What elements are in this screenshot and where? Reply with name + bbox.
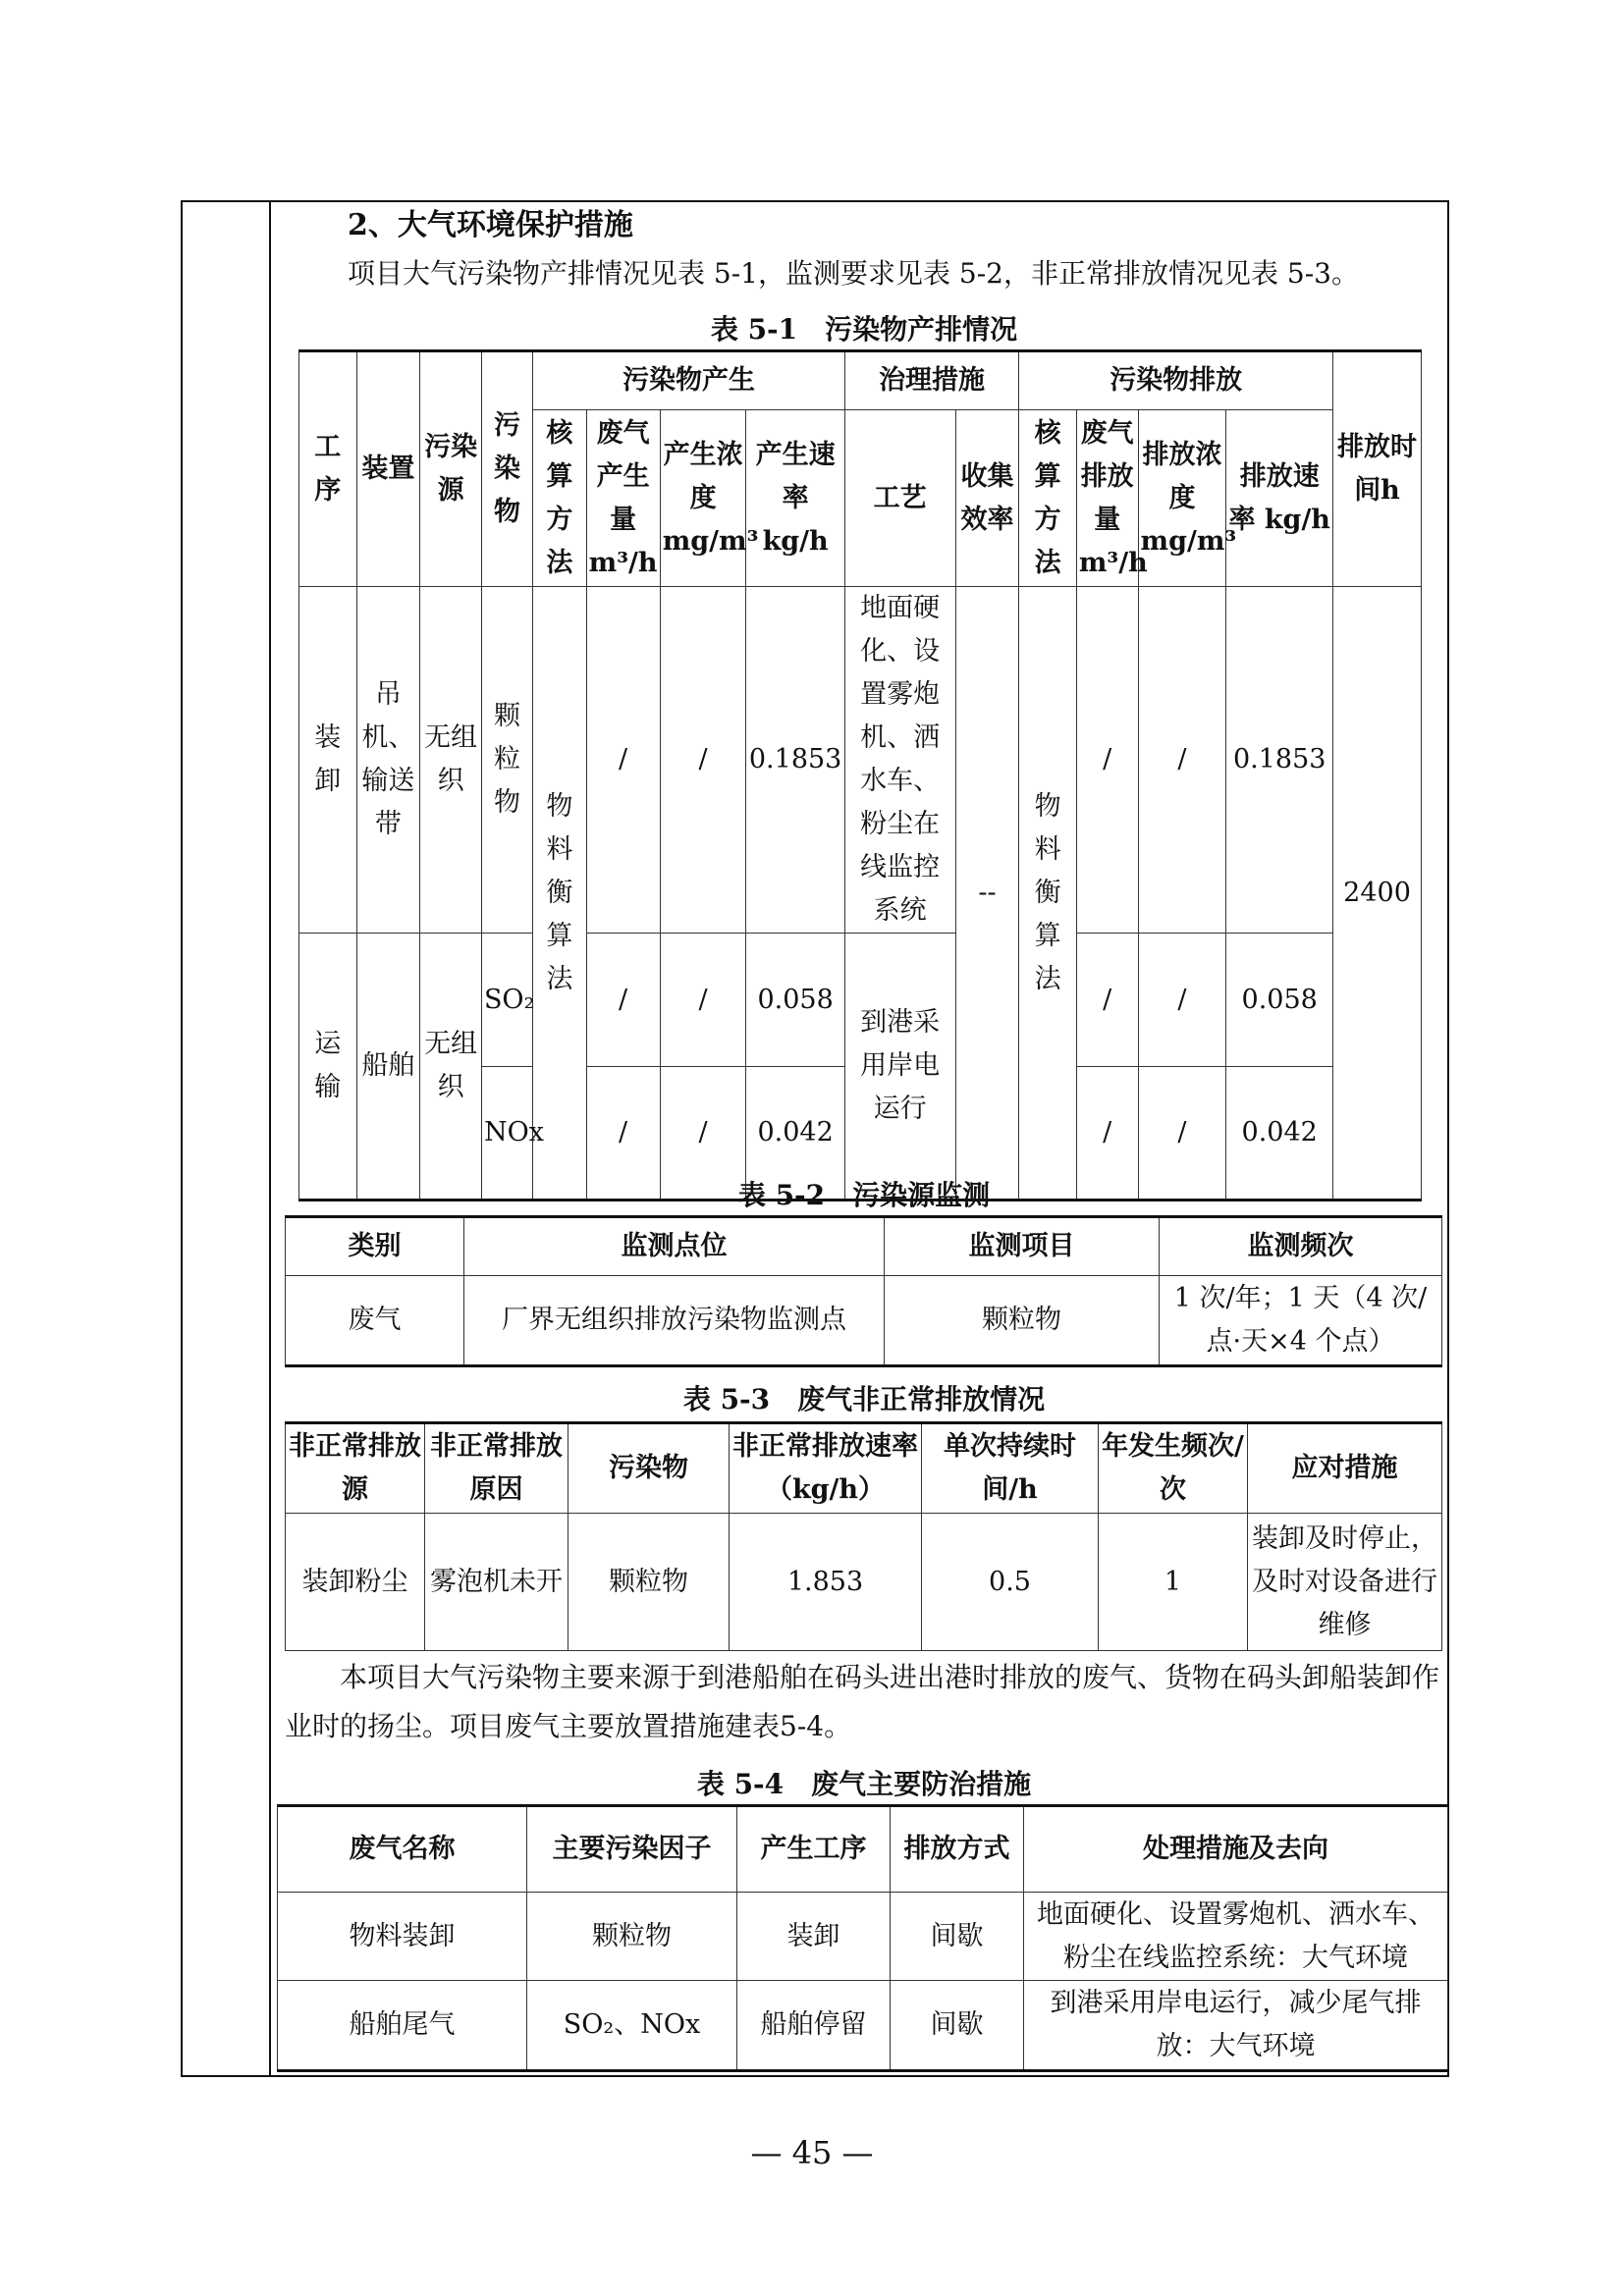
t51-r1-process: 运输 (299, 934, 357, 1201)
t51-r1-device: 船舶 (356, 934, 420, 1201)
t54-h-mode: 排放方式 (891, 1806, 1024, 1893)
t51-r0-source: 无组织 (420, 587, 482, 934)
table-row (286, 1276, 1442, 1366)
table-row (299, 934, 1422, 1067)
t51-r1-e-gas-volume: / (1076, 934, 1138, 1067)
table53-caption: 表 5-3 废气非正常排放情况 (682, 1383, 1046, 1415)
t51-h-craft: 工艺 (844, 410, 955, 587)
t51-h-pollutant: 污染物 (481, 351, 532, 587)
t51-h-collect-eff: 收集效率 (955, 410, 1019, 587)
t51-h-e-gas-volume: 废气排放量m³/h (1076, 410, 1138, 587)
t52-frequency: 1 次/年；1 天（4 次/点·天×4 个点） (1160, 1276, 1442, 1366)
section-heading: 2、大气环境保护措施 (348, 208, 633, 242)
t54-h-process: 产生工序 (737, 1806, 891, 1893)
t54-r0-name: 物料装卸 (278, 1893, 527, 1981)
frame-left-column-line (269, 200, 271, 2077)
t51-h-source: 污染源 (420, 351, 482, 587)
t51-r1-rate: 0.058 (746, 934, 844, 1067)
t53-h-measure: 应对措施 (1248, 1423, 1442, 1514)
t51-h-process: 工序 (299, 351, 357, 587)
table54 (277, 1804, 1448, 2072)
table51-caption: 表 5-1 污染物产排情况 (710, 313, 1018, 346)
t53-h-duration: 单次持续时间/h (922, 1423, 1099, 1514)
t51-r1-source: 无组织 (420, 934, 482, 1201)
t51-r0-process: 装卸 (299, 587, 357, 934)
t54-h-measure: 处理措施及去向 (1024, 1806, 1448, 1893)
t51-r0-conc: / (660, 587, 746, 934)
page-number: — 45 — (750, 2134, 874, 2171)
t52-point: 厂界无组织排放污染物监测点 (464, 1276, 885, 1366)
t51-h-calc-method: 核算方法 (533, 410, 586, 587)
t51-h-conc: 产生浓度mg/m³ (660, 410, 746, 587)
t51-collect-eff: -- (955, 587, 1019, 1201)
t54-r0-measure: 地面硬化、设置雾炮机、洒水车、粉尘在线监控系统：大气环境 (1024, 1893, 1448, 1981)
t51-calc-method: 物料衡算法 (533, 587, 586, 1201)
t51-h-time: 排放时间h (1333, 351, 1422, 587)
t54-h-factor: 主要污染因子 (527, 1806, 737, 1893)
t51-r0-pollutant: 颗粒物 (481, 587, 532, 934)
t53-duration: 0.5 (922, 1514, 1099, 1651)
t51-r1-e-conc: / (1138, 934, 1226, 1067)
t51-h-gas-volume: 废气产生量m³/h (586, 410, 660, 587)
table52-caption: 表 5-2 污染源监测 (737, 1179, 991, 1211)
t51-h-treatment: 治理措施 (844, 351, 1019, 410)
t54-r0-factor: 颗粒物 (527, 1893, 737, 1981)
t51-h-e-conc: 排放浓度mg/m³ (1138, 410, 1226, 587)
t54-r1-factor: SO₂、NOx (527, 1981, 737, 2071)
t51-r0-e-rate: 0.1853 (1226, 587, 1333, 934)
t52-item: 颗粒物 (885, 1276, 1160, 1366)
t52-h-point: 监测点位 (464, 1217, 885, 1276)
t53-h-reason: 非正常排放原因 (425, 1423, 568, 1514)
table-row (299, 587, 1422, 934)
t54-r1-mode: 间歇 (891, 1981, 1024, 2071)
t54-r1-name: 船舶尾气 (278, 1981, 527, 2071)
paragraph-sources: 本项目大气污染物主要来源于到港船舶在码头进出港时排放的废气、货物在码头卸船装卸作业时的扬尘。项目废气主要放置措施建表5-4。 (285, 1661, 1440, 1742)
t52-h-frequency: 监测频次 (1160, 1217, 1442, 1276)
table52 (285, 1215, 1442, 1367)
t53-rate: 1.853 (730, 1514, 922, 1651)
t52-h-item: 监测项目 (885, 1217, 1160, 1276)
t51-h-production: 污染物产生 (533, 351, 845, 410)
t53-measure: 装卸及时停止，及时对设备进行维修 (1248, 1514, 1442, 1651)
t51-h-e-rate: 排放速率 kg/h (1226, 410, 1333, 587)
t51-r2-rate: 0.042 (746, 1067, 844, 1201)
t54-h-name: 废气名称 (278, 1806, 527, 1893)
t51-h-rate: 产生速率 kg/h (746, 410, 844, 587)
table53 (285, 1421, 1442, 1651)
t54-r0-mode: 间歇 (891, 1893, 1024, 1981)
t53-h-pollutant: 污染物 (568, 1423, 730, 1514)
t53-frequency: 1 (1099, 1514, 1248, 1651)
t51-r2-gas-volume: / (586, 1067, 660, 1201)
t51-r0-craft: 地面硬化、设置雾炮机、洒水车、粉尘在线监控系统 (844, 587, 955, 934)
t51-r2-e-rate: 0.042 (1226, 1067, 1333, 1201)
t51-e-calc-method: 物料衡算法 (1019, 587, 1077, 1201)
t51-r0-e-gas-volume: / (1076, 587, 1138, 934)
t51-r0-rate: 0.1853 (746, 587, 844, 934)
t53-source: 装卸粉尘 (286, 1514, 425, 1651)
table-row (278, 1981, 1448, 2071)
t54-r1-process: 船舶停留 (737, 1981, 891, 2071)
table51 (298, 349, 1422, 1201)
t51-r0-gas-volume: / (586, 587, 660, 934)
t51-r2-pollutant: NOx (481, 1067, 532, 1201)
t51-h-emission: 污染物排放 (1019, 351, 1333, 410)
table-row (286, 1514, 1442, 1651)
t54-r1-measure: 到港采用岸电运行，减少尾气排放：大气环境 (1024, 1981, 1448, 2071)
t51-r2-e-gas-volume: / (1076, 1067, 1138, 1201)
t51-r1-e-rate: 0.058 (1226, 934, 1333, 1067)
t54-r0-process: 装卸 (737, 1893, 891, 1981)
t51-h-device: 装置 (356, 351, 420, 587)
t53-h-frequency: 年发生频次/次 (1099, 1423, 1248, 1514)
t53-h-source: 非正常排放源 (286, 1423, 425, 1514)
t53-reason: 雾泡机未开 (425, 1514, 568, 1651)
t51-r1-conc: / (660, 934, 746, 1067)
t53-pollutant: 颗粒物 (568, 1514, 730, 1651)
t51-r0-device: 吊机、输送带 (356, 587, 420, 934)
t51-r1-pollutant: SO₂ (481, 934, 532, 1067)
t53-h-rate: 非正常排放速率（kg/h） (730, 1423, 922, 1514)
t51-r1-craft: 到港采用岸电运行 (844, 934, 955, 1201)
t51-h-e-calc-method: 核算方法 (1019, 410, 1077, 587)
t51-r2-e-conc: / (1138, 1067, 1226, 1201)
t51-r1-gas-volume: / (586, 934, 660, 1067)
table54-caption: 表 5-4 废气主要防治措施 (696, 1768, 1032, 1800)
t52-h-category: 类别 (286, 1217, 464, 1276)
t51-r2-conc: / (660, 1067, 746, 1201)
section-intro: 项目大气污染物产排情况见表 5-1，监测要求见表 5-2，非正常排放情况见表 5-3。 (348, 257, 1359, 290)
t51-time: 2400 (1333, 587, 1422, 1201)
t51-r0-e-conc: / (1138, 587, 1226, 934)
table-row (278, 1893, 1448, 1981)
t52-category: 废气 (286, 1276, 464, 1366)
